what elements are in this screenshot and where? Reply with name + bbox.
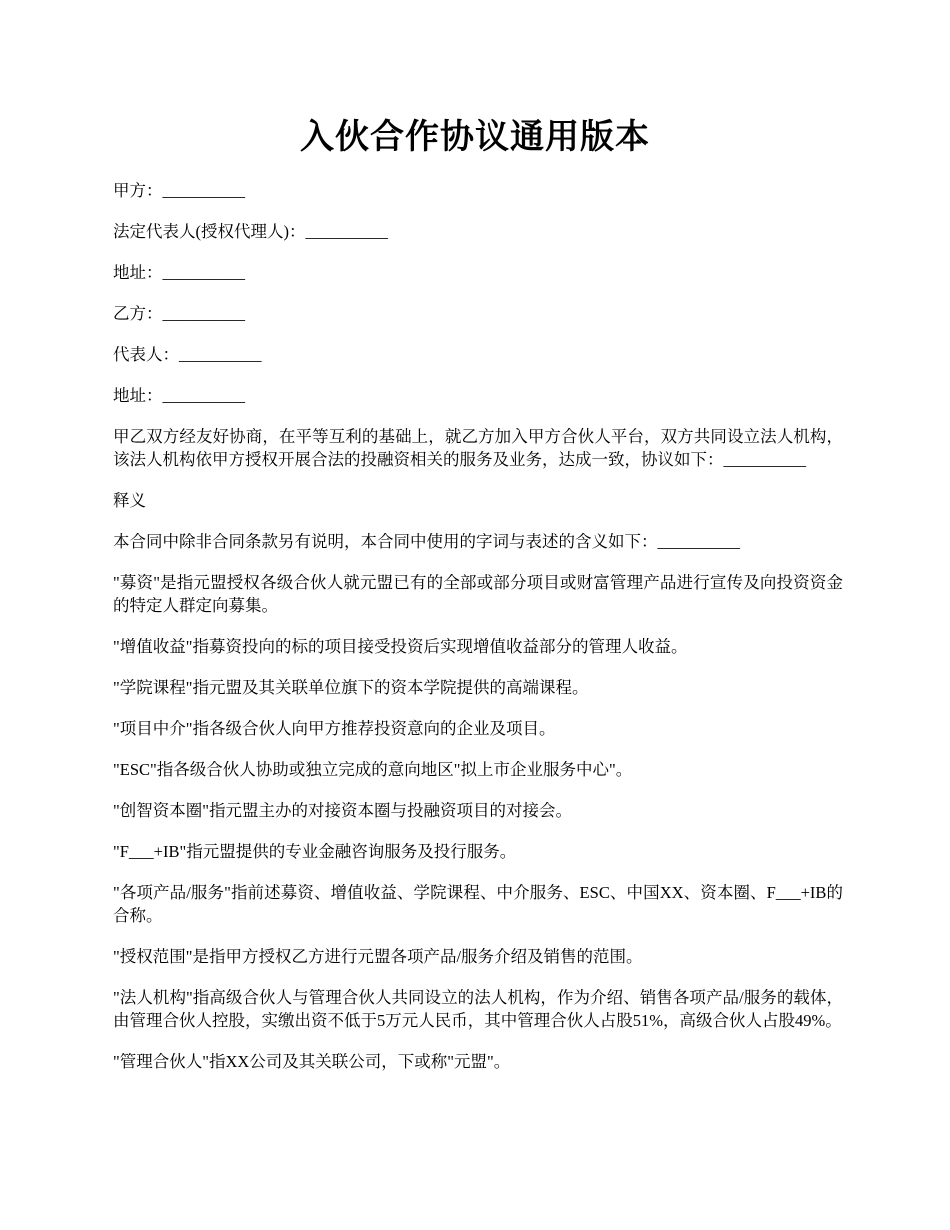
definition-managing-partner: "管理合伙人"指XX公司及其关联公司，下或称"元盟"。 — [113, 1052, 511, 1071]
definition-esc: "ESC"指各级合伙人协助或独立完成的意向地区"拟上市企业服务中心"。 — [113, 760, 633, 779]
definition-legal-entity: "法人机构"指高级合伙人与管理合伙人共同设立的法人机构，作为介绍、销售各项产品/服务的载体，由管理合伙人控股，实缴出资不低于5万元人民币，其中管理合伙人占股51%，高级合伙人占股49%。 — [113, 988, 843, 1030]
party-a-line: 甲方：__________ — [113, 181, 245, 200]
document-page — [113, 0, 843, 1073]
definition-value-added-income: "增值收益"指募资投向的标的项目接受投资后实现增值收益部分的管理人收益。 — [113, 637, 688, 656]
definition-fib: "F___+IB"指元盟提供的专业金融咨询服务及投行服务。 — [113, 842, 517, 861]
definition-fundraising: "募资"是指元盟授权各级合伙人就元盟已有的全部或部分项目或财富管理产品进行宣传及向投资资金的特定人群定向募集。 — [113, 573, 843, 615]
party-b-address-line: 地址：__________ — [113, 386, 245, 405]
definition-academy-courses: "学院课程"指元盟及其关联单位旗下的资本学院提供的高端课程。 — [113, 678, 589, 697]
definition-project-intermediary: "项目中介"指各级合伙人向甲方推荐投资意向的企业及项目。 — [113, 719, 556, 738]
definition-authorization-scope: "授权范围"是指甲方授权乙方进行元盟各项产品/服务介绍及销售的范围。 — [113, 947, 643, 966]
definitions-heading: 释义 — [113, 491, 146, 510]
party-b-line: 乙方：__________ — [113, 304, 245, 323]
definition-capital-circle: "创智资本圈"指元盟主办的对接资本圈与投融资项目的对接会。 — [113, 801, 572, 820]
document-title: 入伙合作协议通用版本 — [300, 119, 650, 156]
definitions-intro: 本合同中除非合同条款另有说明，本合同中使用的字词与表述的含义如下：__________ — [113, 532, 740, 551]
preamble-paragraph: 甲乙双方经友好协商，在平等互利的基础上，就乙方加入甲方合伙人平台，双方共同设立法人机构，该法人机构依甲方授权开展合法的投融资相关的服务及业务，达成一致，协议如下：__________ — [113, 427, 843, 469]
representative-line: 代表人：__________ — [113, 345, 262, 364]
legal-representative-line: 法定代表人(授权代理人)：__________ — [113, 222, 388, 241]
party-a-address-line: 地址：__________ — [113, 263, 245, 282]
definition-products-services: "各项产品/服务"指前述募资、增值收益、学院课程、中介服务、ESC、中国XX、资本圈、F___+IB的合称。 — [113, 883, 843, 925]
